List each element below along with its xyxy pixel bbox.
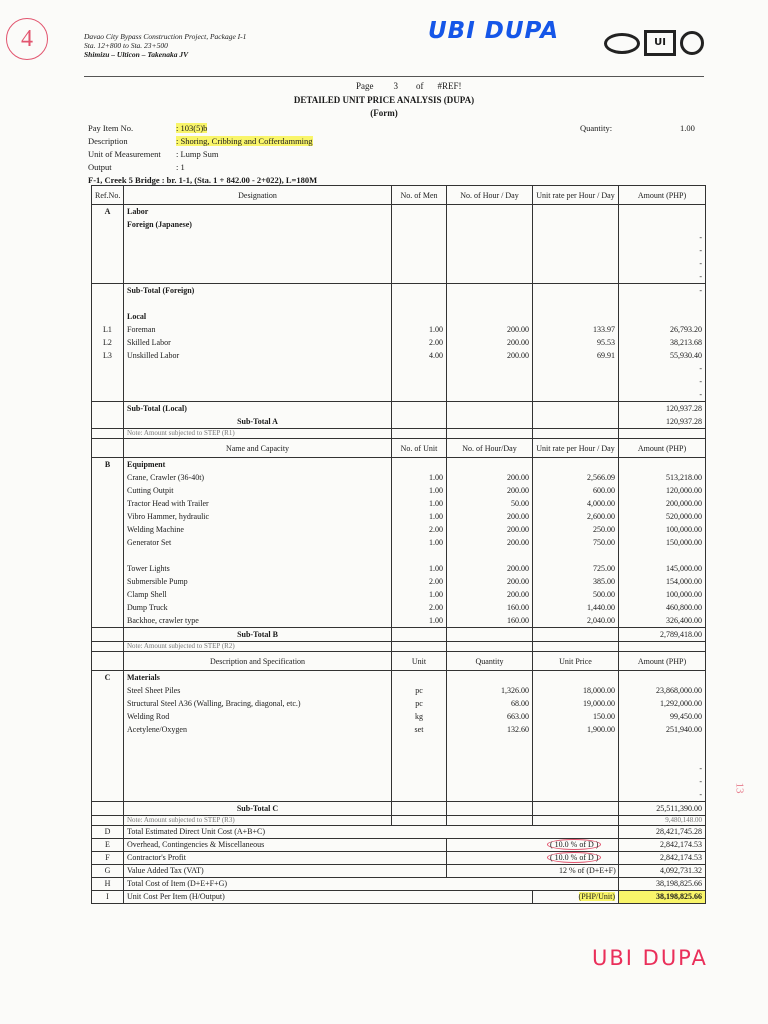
labor-note-row: Note: Amount subjected to STEP (R1) — [92, 429, 706, 439]
handwritten-side-mark: 13 — [733, 782, 746, 794]
subtotal-b-row: Sub-Total B 2,789,418.00 — [92, 628, 706, 642]
handwritten-bottom-tag: UBI DUPA — [592, 946, 708, 970]
company-logos — [604, 30, 704, 56]
table-row: Welding Machine 2.00 200.00 250.00 100,000.00 — [92, 523, 706, 536]
materials-section-row: C Materials — [92, 671, 706, 685]
table-row: Welding Rod kg 663.00 150.00 99,450.00 — [92, 710, 706, 723]
page-indicator: Page 3 of #REF! — [356, 81, 462, 91]
materials-header-row: Description and Specification Unit Quantity Unit Price Amount (PHP) — [92, 652, 706, 671]
summary-row-i: I Unit Cost Per Item (H/Output) (PHP/Unit) 38,198,825.66 — [92, 891, 706, 904]
table-row: Clamp Shell 1.00 200.00 500.00 100,000.00 — [92, 588, 706, 601]
equipment-header-row: Name and Capacity No. of Unit No. of Hour/Day Unit rate per Hour / Day Amount (PHP) — [92, 439, 706, 458]
quantity-value: 1.00 — [680, 123, 695, 133]
shimizu-logo — [604, 33, 640, 54]
table-row: Generator Set 1.00 200.00 750.00 150,000.00 — [92, 536, 706, 549]
summary-row-d: D Total Estimated Direct Unit Cost (A+B+C) 28,421,745.28 — [92, 826, 706, 839]
summary-row-f: F Contractor's Profit ( 10.0 % of D ) 2,842,174.53 — [92, 852, 706, 865]
quantity-label: Quantity: — [580, 123, 613, 133]
table-row: Structural Steel A36 (Walling, Bracing, diagonal, etc.) pc 68.00 19,000.00 1,292,000.00 — [92, 697, 706, 710]
item-meta: Pay Item No. : 103(5)b Description : Shoring, Cribbing and Cofferdamming Unit of Measurement : Lump Sum Output : 1 Quantity: 1.00 F-1, Creek 5 Bridge : br. 1-1, (Sta. 1 + 842.00 - 2+022), L=180M — [88, 123, 695, 185]
project-stations: Sta. 12+800 to Sta. 23+500 — [84, 41, 168, 50]
table-row: Backhoe, crawler type 1.00 160.00 2,040.00 326,400.00 — [92, 614, 706, 628]
foreign-subtotal-row: Sub-Total (Foreign) - — [92, 284, 706, 298]
output-value: : 1 — [176, 162, 185, 172]
local-title-row: Local — [92, 310, 706, 323]
takenaka-logo — [680, 31, 704, 55]
local-subtotal-row: Sub-Total (Local) 120,937.28 — [92, 402, 706, 416]
handwritten-page-number: 4 — [6, 18, 48, 60]
project-header — [84, 32, 246, 59]
equipment-section-row: B Equipment — [92, 458, 706, 472]
subtotal-a-row: Sub-Total A 120,937.28 — [92, 415, 706, 429]
dupa-table: Ref.No. Designation No. of Men No. of Hour / Day Unit rate per Hour / Day Amount (PHP) A Labor Foreign (Japanese) - - - - Sub-Total (Foreign) - Local L1 Foreman 1.00 200.00 133.97 26,793.20 L2 Skilled Labor 2.00 200.00 95.53 38,213.68 L3 Unskilled Labor 4.00 200.00 69.91 55,930.40 - - - Sub-Total (Local) 120,937.28 Sub-Total A 120,937.28 Note: Amount subjected to STEP (R1) Name and Capacity No. of Unit No. of Hour/Day Unit rate per Hour / Day Amount (PHP) B Equipment Crane, Crawler (36-40t) 1.00 200.00 2,566.09 513,218.00 Cutting Outpit 1.00 200.00 600.00 120,000.00 Tractor Head with Trailer 1.00 50.00 4,000.00 200,000.00 Vibro Hammer, hydraulic 1.00 200.00 2,600.00 520,000.00 Welding Machine 2.00 200.00 250.00 100,000.00 Generator Set 1.00 200.00 750.00 150,000.00 Tower Lights 1.00 200.00 725.00 145,000.00 Submersible Pump 2.00 200.00 385.00 154,000.00 Clamp Shell 1.00 200.00 500.00 100,000.00 Dump Truck 2.00 160.00 1,440.00 460,800.00 Backhoe, crawler type 1.00 160.00 2,040.00 326,400.00 Sub-Total B 2,789,418.00 Note: Amount subjected to STEP (R2) Description and Specification Unit Quantity Unit Price Amount (PHP) C Materials Steel Sheet Piles pc 1,326.00 18,000.00 23,868,000.00 Structural Steel A36 (Walling, Bracing, diagonal, etc.) pc 68.00 19,000.00 1,292,000.00 Welding Rod kg 663.00 150.00 99,450.00 Acetylene/Oxygen set 132.60 1,900.00 251,940.00 - - - Sub-Total C 25,511,390.00 Note: Amount subjected to STEP (R3) 9,480,148.00 D Total Estimated Direct Unit Cost (A+B+C) 28,421,745.28 E Overhead, Contingencies & Miscellaneous ( 10.0 % of D ) 2,842,174.53 F Contractor's Profit ( 10.0 % of D ) 2,842,174.53 G Value Added Tax (VAT) 12 % of (D+E+F) 4,092,731.32 H Total Cost of Item (D+E+F+G) 38,198,825.66 I Unit Cost Per Item (H/Output) (PHP/Unit) 38,198,825.66 — [91, 185, 706, 904]
table-row: L2 Skilled Labor 2.00 200.00 95.53 38,213.68 — [92, 336, 706, 349]
labor-section-row: A Labor — [92, 205, 706, 219]
labor-header-row: Ref.No. Designation No. of Men No. of Hour / Day Unit rate per Hour / Day Amount (PHP) — [92, 186, 706, 205]
bridge-line: F-1, Creek 5 Bridge : br. 1-1, (Sta. 1 + 842.00 - 2+022), L=180M — [88, 175, 318, 185]
foreign-title-row: Foreign (Japanese) — [92, 218, 706, 231]
summary-row-g: G Value Added Tax (VAT) 12 % of (D+E+F) 4,092,731.32 — [92, 865, 706, 878]
materials-note-row: Note: Amount subjected to STEP (R3) 9,480,148.00 — [92, 816, 706, 826]
equipment-note-row: Note: Amount subjected to STEP (R2) — [92, 642, 706, 652]
summary-row-h: H Total Cost of Item (D+E+F+G) 38,198,825.66 — [92, 878, 706, 891]
ulticon-logo: UI — [644, 30, 676, 56]
table-row: L3 Unskilled Labor 4.00 200.00 69.91 55,930.40 — [92, 349, 706, 362]
table-row: Vibro Hammer, hydraulic 1.00 200.00 2,600.00 520,000.00 — [92, 510, 706, 523]
table-row: Tractor Head with Trailer 1.00 50.00 4,000.00 200,000.00 — [92, 497, 706, 510]
table-row: L1 Foreman 1.00 200.00 133.97 26,793.20 — [92, 323, 706, 336]
summary-row-e: E Overhead, Contingencies & Miscellaneous ( 10.0 % of D ) 2,842,174.53 — [92, 839, 706, 852]
document-title: DETAILED UNIT PRICE ANALYSIS (DUPA) — [293, 95, 475, 105]
pay-item-value: : 103(5)b — [176, 123, 208, 133]
subtotal-c-row: Sub-Total C 25,511,390.00 — [92, 802, 706, 816]
header-rule — [84, 76, 704, 77]
table-row: Tower Lights 1.00 200.00 725.00 145,000.00 — [92, 562, 706, 575]
handwritten-top-tag: UBI DUPA — [428, 18, 560, 44]
document-subtitle: (Form) — [370, 108, 398, 118]
table-row: Cutting Outpit 1.00 200.00 600.00 120,000.00 — [92, 484, 706, 497]
unit-cost-total: 38,198,825.66 — [619, 891, 706, 904]
project-name: Davao City Bypass Construction Project, Package I-1 — [84, 32, 247, 41]
project-jv: Shimizu – Ulticon – Takenaka JV — [84, 50, 189, 59]
table-row: Steel Sheet Piles pc 1,326.00 18,000.00 23,868,000.00 — [92, 684, 706, 697]
description-value: : Shoring, Cribbing and Cofferdamming — [176, 136, 313, 146]
table-row: Submersible Pump 2.00 200.00 385.00 154,000.00 — [92, 575, 706, 588]
table-row: Crane, Crawler (36-40t) 1.00 200.00 2,566.09 513,218.00 — [92, 471, 706, 484]
unit-value: : Lump Sum — [176, 149, 219, 159]
table-row: Dump Truck 2.00 160.00 1,440.00 460,800.00 — [92, 601, 706, 614]
table-row: Acetylene/Oxygen set 132.60 1,900.00 251,940.00 — [92, 723, 706, 736]
